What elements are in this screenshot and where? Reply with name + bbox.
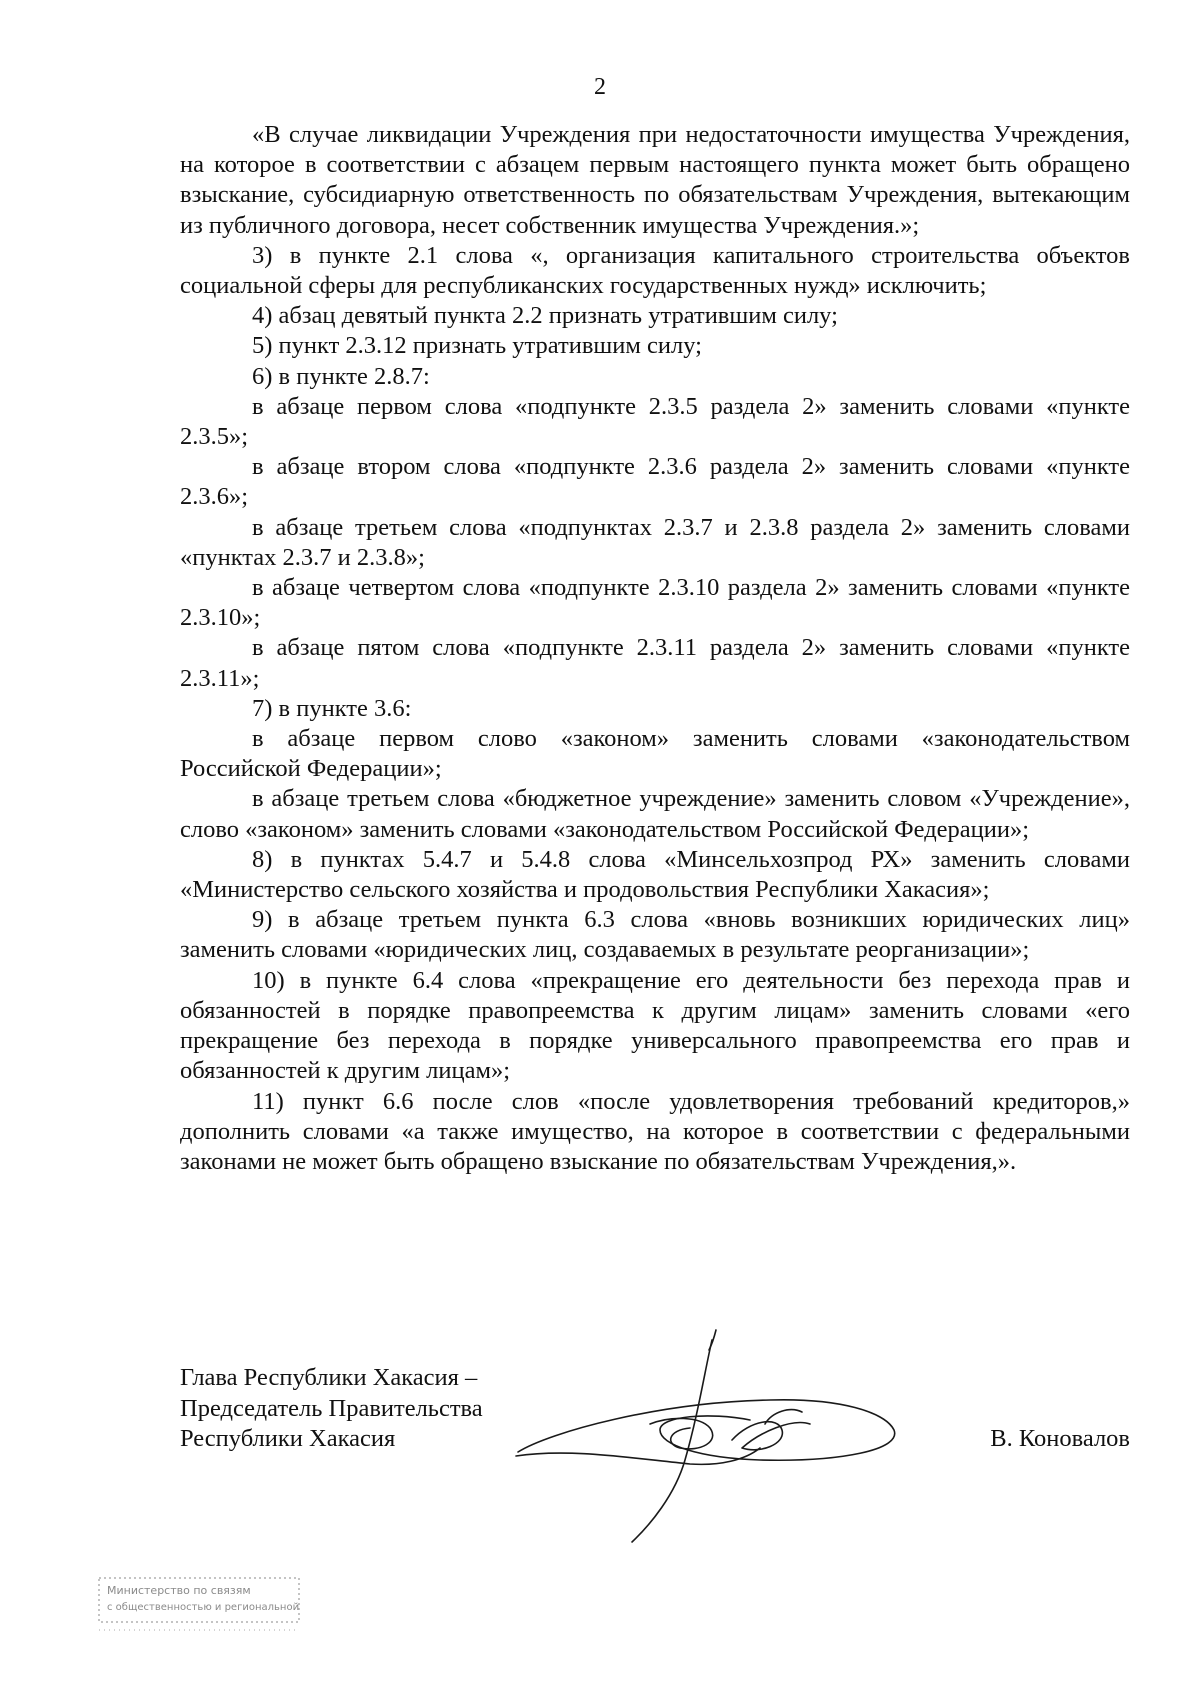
signer-title — [180, 1363, 483, 1455]
paragraph: 6) в пункте 2.8.7: — [252, 362, 430, 390]
handwritten-signature — [510, 1320, 910, 1560]
signer-title-line: Глава Республики Хакасия – — [180, 1364, 478, 1391]
paragraph: в абзаце третьем слова «бюджетное учреждение» заменить словом «Учреждение», слово «законом» заменить словами «законодательством Российской Федерации»; — [180, 785, 1130, 843]
paragraph: в абзаце втором слова «подпункте 2.3.6 раздела 2» заменить словами «пункте 2.3.6»; — [180, 453, 1130, 511]
paragraph: 11) пункт 6.6 после слов «после удовлетворения требований кредиторов,» дополнить словами «а также имущество, на которое в соответствии с федеральными законами не может быть обращено взыскание по обязательствам Учреждения,». — [180, 1087, 1130, 1175]
paragraph: 10) в пункте 6.4 слова «прекращение его деятельности без перехода прав и обязанностей в порядке правопреемства к другим лицам» заменить словами «его прекращение без перехода в порядке универсального правопреемства его прав и обязанностей к другим лицам»; — [180, 966, 1130, 1085]
registration-stamp — [95, 1568, 305, 1638]
stamp-line: Министерство по связям — [107, 1584, 251, 1597]
signer-title-line: Республики Хакасия — [180, 1425, 396, 1452]
paragraph: «В случае ликвидации Учреждения при недостаточности имущества Учреждения, на которое в соответствии с абзацем первым настоящего пункта может быть обращено взыскание, субсидиарную ответственность по обязательствам Учреждения, вытекающим из публичного договора, несет собственник имущества Учреждения.»; — [180, 121, 1130, 239]
paragraph: в абзаце первом слово «законом» заменить словами «законодательством Российской Федерации»; — [180, 725, 1130, 783]
paragraph: 5) пункт 2.3.12 признать утратившим силу; — [252, 332, 702, 360]
paragraph: в абзаце третьем слова «подпунктах 2.3.7 и 2.3.8 раздела 2» заменить словами «пунктах 2.3.7 и 2.3.8»; — [180, 513, 1130, 571]
paragraph: в абзаце пятом слова «подпункте 2.3.11 раздела 2» заменить словами «пункте 2.3.11»; — [180, 634, 1130, 692]
paragraph: в абзаце первом слова «подпункте 2.3.5 раздела 2» заменить словами «пункте 2.3.5»; — [180, 392, 1130, 451]
paragraph: 7) в пункте 3.6: — [252, 694, 412, 722]
paragraph: 4) абзац девятый пункта 2.2 признать утратившим силу; — [252, 302, 838, 330]
signer-name: В. Коновалов — [990, 1425, 1130, 1452]
paragraph: 9) в абзаце третьем пункта 6.3 слова «вновь возникших юридических лиц» заменить словами «юридических лиц, создаваемых в результате реорганизации»; — [180, 906, 1130, 964]
paragraph: в абзаце четвертом слова «подпункте 2.3.10 раздела 2» заменить словами «пункте 2.3.10»; — [180, 574, 1130, 632]
stamp-line: с общественностью и региональной — [107, 1602, 300, 1613]
paragraph: 8) в пунктах 5.4.7 и 5.4.8 слова «Минсельхозпрод РХ» заменить словами «Министерство сельского хозяйства и продовольствия Республики Хакасия»; — [180, 845, 1130, 904]
document-body — [180, 120, 1130, 1177]
signer-title-line: Председатель Правительства — [180, 1394, 483, 1422]
page-number: 2 — [594, 74, 606, 100]
paragraph: 3) в пункте 2.1 слова «, организация капитального строительства объектов социальной сферы для республиканских государственных нужд» исключить; — [180, 241, 1130, 300]
